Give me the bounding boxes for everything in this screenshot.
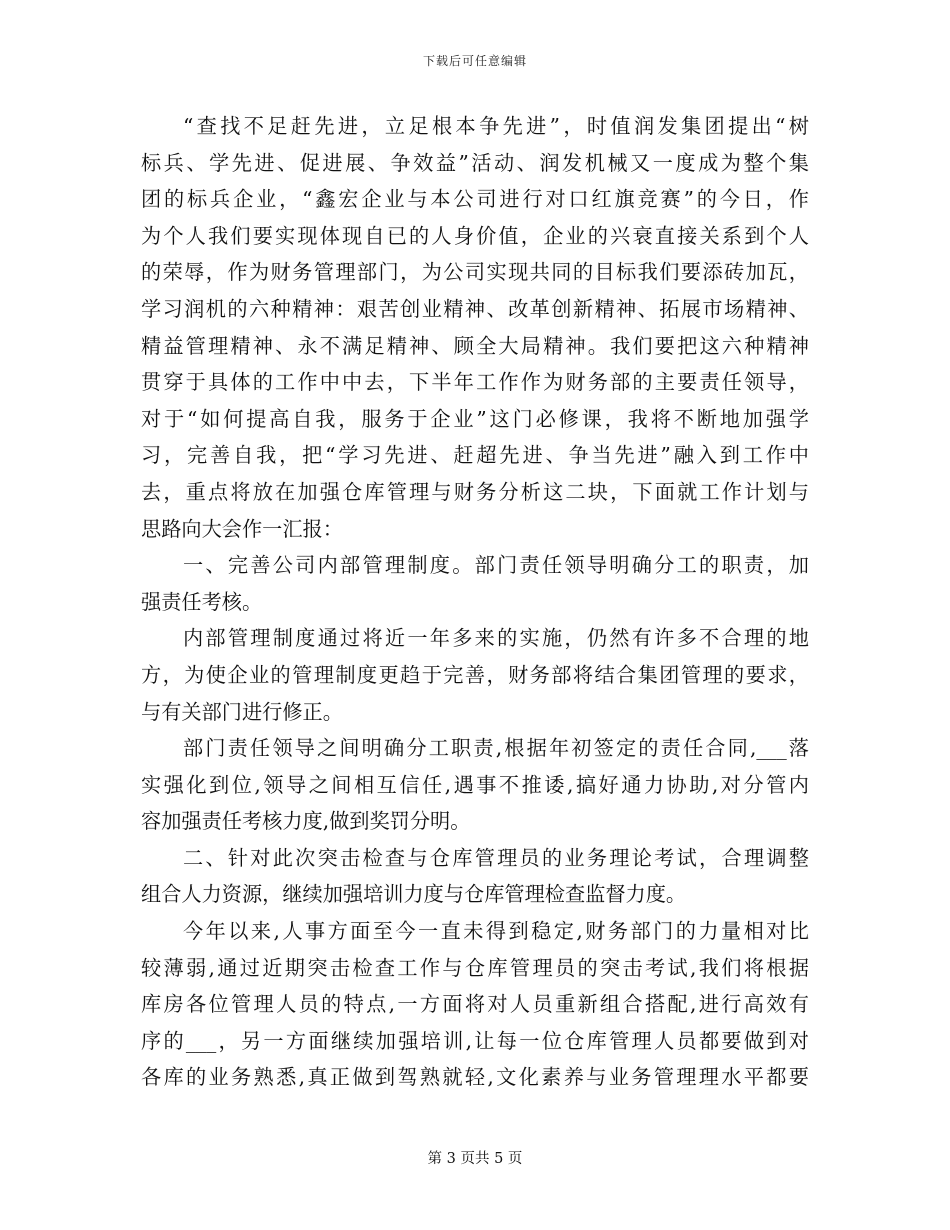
text-line: 与有关部门进行修正。 [141,699,343,724]
text-line: “查找不足赶先进，立足根本争先进”，时值润发集团提出“树 [183,114,809,138]
text-line: 精益管理精神、永不满足精神、顾全大局精神。我们要把这六种精神 [141,333,809,358]
text-line: 容加强责任考核力度,做到奖罚分明。 [141,809,471,834]
text-line: 思路向大会作一汇报： [141,516,343,541]
section-heading-line: 强责任考核。 [141,589,263,614]
section-heading-line: 组合人力资源，继续加强培训力度与仓库管理检查监督力度。 [141,882,687,907]
document-body [141,108,809,1096]
section-heading-line: 一、完善公司内部管理制度。部门责任领导明确分工的职责，加 [183,553,809,578]
header-note: 下载后可任意编辑 [422,54,527,68]
text-line: 方，为使企业的管理制度更趋于完善，财务部将结合集团管理的要求， [141,662,809,687]
text-line: 贯穿于具体的工作中中去，下半年工作作为财务部的主要责任领导， [141,370,809,395]
text-line: 为个人我们要实现体现自已的人身价值，企业的兴衰直接关系到个人 [141,223,809,248]
text-line: 学习润机的六种精神：艰苦创业精神、改革创新精神、拓展市场精神、 [141,296,809,321]
text-line: 较薄弱,通过近期突击检查工作与仓库管理员的突击考试,我们将根据 [141,955,809,980]
page-number-footer: 第 3 页共 5 页 [427,1151,523,1167]
text-line: 序的___，另一方面继续加强培训,让每一位仓库管理人员都要做到对 [141,1028,809,1053]
text-line: 去，重点将放在加强仓库管理与财务分析这二块，下面就工作计划与 [141,479,809,504]
text-line: 习，完善自我，把“学习先进、赶超先进、争当先进”融入到工作中 [141,443,809,468]
text-line: 库房各位管理人员的特点,一方面将对人员重新组合搭配,进行高效有 [141,992,809,1017]
text-line: 各库的业务熟悉,真正做到驾熟就轻,文化素养与业务管理理水平都要 [141,1065,809,1090]
text-line: 实强化到位,领导之间相互信任,遇事不推诿,搞好通力协助,对分管内 [141,772,809,797]
text-line: 今年以来,人事方面至今一直未得到稳定,财务部门的力量相对比 [183,919,809,944]
text-line: 的荣辱，作为财务管理部门，为公司实现共同的目标我们要添砖加瓦， [141,260,809,285]
text-line: 内部管理制度通过将近一年多来的实施，仍然有许多不合理的地 [183,626,809,651]
text-line: 标兵、学先进、促进展、争效益”活动、润发机械又一度成为整个集 [141,150,809,175]
text-line: 对于“如何提高自我，服务于企业”这门必修课，我将不断地加强学 [141,406,809,431]
text-line: 团的标兵企业，“鑫宏企业与本公司进行对口红旗竞赛”的今日，作 [141,187,809,212]
text-line: 部门责任领导之间明确分工职责,根据年初签定的责任合同,___落 [183,736,809,761]
section-heading-line: 二、针对此次突击检查与仓库管理员的业务理论考试，合理调整 [183,845,809,870]
